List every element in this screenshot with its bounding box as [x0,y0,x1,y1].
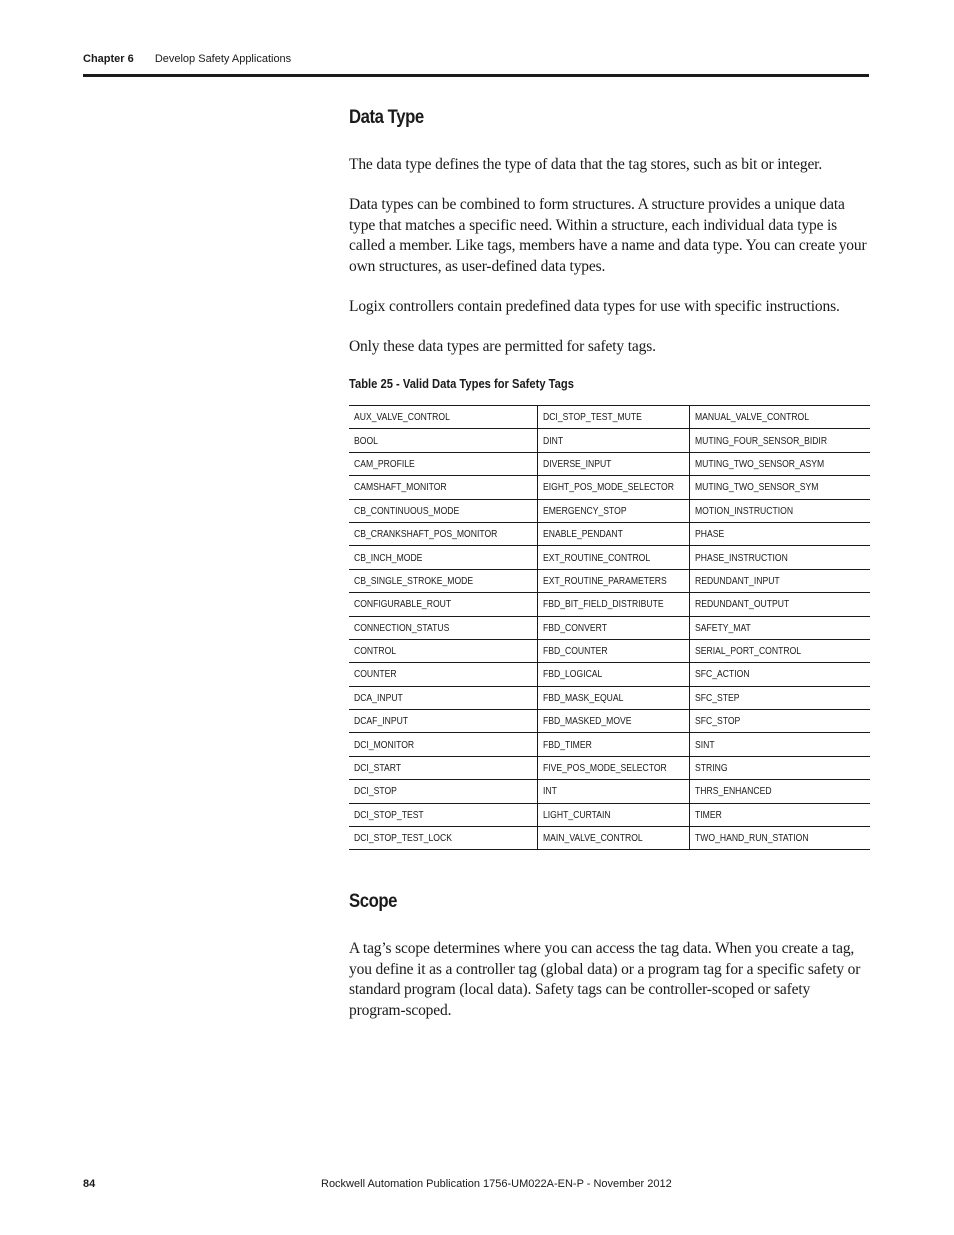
cell-text: FBD_MASKED_MOVE [542,715,632,728]
table-cell [537,522,689,545]
cell-text: PHASE [694,528,724,541]
cell-text: THRS_ENHANCED [694,785,772,798]
cell-text: MANUAL_VALVE_CONTROL [694,411,809,424]
table-cell [537,616,689,639]
chapter-label: Chapter 6 [83,53,134,65]
table-cell [689,780,870,803]
table-cell [349,569,537,592]
cell-text: DCI_MONITOR [354,738,415,751]
table-cell [537,710,689,733]
data-type-heading-wrap [349,107,870,129]
cell-text: CONFIGURABLE_ROUT [354,598,452,611]
table-cell [537,429,689,452]
table-cell [689,686,870,709]
table-cell [689,616,870,639]
table-row [349,569,870,592]
table-row [349,780,870,803]
table-cell [349,780,537,803]
table-cell [537,452,689,475]
table-cell [689,569,870,592]
cell-text: DCI_START [354,762,402,775]
cell-text: DCI_STOP_TEST [354,808,424,821]
table-cell [689,499,870,522]
table-cell [537,593,689,616]
table-cell [689,756,870,779]
cell-text: CONTROL [354,645,397,658]
cell-text: REDUNDANT_OUTPUT [694,598,789,611]
cell-text: FBD_COUNTER [542,645,608,658]
table-cell [689,452,870,475]
cell-text: EXT_ROUTINE_PARAMETERS [542,574,667,587]
paragraph: The data type defines the type of data that the tag stores, such as bit or integer. [349,156,823,173]
publication-info: Rockwell Automation Publication 1756-UM022A-EN-P - November 2012 [321,1178,672,1190]
table-row [349,733,870,756]
cell-text: CONNECTION_STATUS [354,621,450,634]
table-cell [537,639,689,662]
cell-text: SERIAL_PORT_CONTROL [694,645,801,658]
cell-text: MUTING_TWO_SENSOR_ASYM [694,457,824,470]
table-caption-wrap [349,376,870,391]
cell-text: DINT [542,434,563,447]
table-cell [537,686,689,709]
data-type-heading: Data Type [349,107,424,128]
table-cell [349,803,537,826]
cell-text: FBD_LOGICAL [542,668,602,681]
table-cell [689,476,870,499]
table-cell [349,733,537,756]
data-type-para-4 [349,337,870,358]
table-row [349,546,870,569]
cell-text: DCI_STOP [354,785,397,798]
cell-text: DCA_INPUT [354,691,403,704]
cell-text: DCAF_INPUT [354,715,409,728]
table-cell [349,522,537,545]
cell-text: FBD_MASK_EQUAL [542,691,623,704]
cell-text: SINT [694,738,715,751]
table-cell [537,827,689,850]
running-header [83,53,868,65]
table-cell [689,663,870,686]
table-cell [349,686,537,709]
table-row [349,639,870,662]
table-cell [689,733,870,756]
table-cell [349,663,537,686]
table-row [349,406,870,429]
table-cell [689,522,870,545]
cell-text: BOOL [354,434,378,447]
table-cell [689,827,870,850]
table-cell [537,803,689,826]
chapter-title: Develop Safety Applications [154,53,292,65]
table-cell [689,710,870,733]
cell-text: CB_SINGLE_STROKE_MODE [354,574,474,587]
table-cell [349,827,537,850]
table-cell [349,406,537,429]
cell-text: EIGHT_POS_MODE_SELECTOR [542,481,674,494]
table-cell [689,429,870,452]
cell-text: SAFETY_MAT [694,621,751,634]
cell-text: PHASE_INSTRUCTION [694,551,788,564]
table-cell [537,756,689,779]
cell-text: MUTING_FOUR_SENSOR_BIDIR [694,434,827,447]
table-cell [349,756,537,779]
table-cell [537,569,689,592]
table-cell [349,452,537,475]
cell-text: DCI_STOP_TEST_MUTE [542,411,642,424]
table-row [349,452,870,475]
header-rule [83,74,869,77]
cell-text: INT [542,785,557,798]
table-row [349,827,870,850]
cell-text: DCI_STOP_TEST_LOCK [354,832,452,845]
table-row [349,476,870,499]
table-row [349,429,870,452]
cell-text: AUX_VALVE_CONTROL [354,411,450,424]
table-caption: Table 25 - Valid Data Types for Safety Tags [349,376,574,391]
table-cell [689,546,870,569]
table-row [349,686,870,709]
table-cell [537,546,689,569]
table-row [349,803,870,826]
table-cell [689,639,870,662]
table-cell [349,593,537,616]
table-cell [349,476,537,499]
cell-text: COUNTER [354,668,397,681]
data-type-para-3 [349,297,870,318]
cell-text: FIVE_POS_MODE_SELECTOR [542,762,667,775]
cell-text: MAIN_VALVE_CONTROL [542,832,643,845]
cell-text: MUTING_TWO_SENSOR_SYM [694,481,818,494]
table-cell [537,499,689,522]
cell-text: FBD_BIT_FIELD_DISTRIBUTE [542,598,664,611]
cell-text: CB_CONTINUOUS_MODE [354,504,460,517]
scope-paragraph: A tag’s scope determines where you can access the tag data. When you create a tag, you define it as a controller tag (global data) or a program tag for a specific safety or standard program (local data). Safety tags can be controller-scoped or safety program-scoped. [349,940,861,1019]
cell-text: CB_INCH_MODE [354,551,423,564]
cell-text: SFC_STEP [694,691,739,704]
table-cell [349,639,537,662]
table-cell [537,780,689,803]
table-row [349,663,870,686]
table-cell [689,803,870,826]
table-cell [349,710,537,733]
cell-text: TIMER [694,808,722,821]
cell-text: TWO_HAND_RUN_STATION [694,832,809,845]
table-cell [349,546,537,569]
cell-text: FBD_TIMER [542,738,592,751]
cell-text: REDUNDANT_INPUT [694,574,780,587]
paragraph: Data types can be combined to form structures. A structure provides a unique data type that matches a specific need. Within a structure, each individual data type is called a member. Like tags, members have a name and data type. You can create your own structures, as user-defined data types. [349,196,867,275]
cell-text: LIGHT_CURTAIN [542,808,611,821]
cell-text: CB_CRANKSHAFT_POS_MONITOR [354,528,498,541]
data-type-para-2 [349,195,870,277]
cell-text: ENABLE_PENDANT [542,528,623,541]
cell-text: EXT_ROUTINE_CONTROL [542,551,650,564]
valid-data-types-table [349,405,870,850]
scope-heading-wrap [349,891,870,913]
cell-text: CAMSHAFT_MONITOR [354,481,447,494]
table-row [349,756,870,779]
table-cell [537,663,689,686]
scope-para-wrap [349,939,870,1021]
cell-text: FBD_CONVERT [542,621,607,634]
table-row [349,710,870,733]
table-row [349,616,870,639]
cell-text: MOTION_INSTRUCTION [694,504,793,517]
data-type-para-1 [349,155,870,176]
cell-text: EMERGENCY_STOP [542,504,627,517]
cell-text: DIVERSE_INPUT [542,457,611,470]
paragraph: Logix controllers contain predefined data types for use with specific instructions. [349,298,840,315]
table-body [349,406,870,850]
table-cell [349,429,537,452]
cell-text: SFC_STOP [694,715,740,728]
table-cell [689,593,870,616]
paragraph: Only these data types are permitted for safety tags. [349,338,656,355]
table-cell [689,406,870,429]
cell-text: STRING [694,762,728,775]
table-cell [349,616,537,639]
table-cell [349,499,537,522]
cell-text: SFC_ACTION [694,668,750,681]
table-cell [537,733,689,756]
table-row [349,499,870,522]
page-number: 84 [83,1178,96,1190]
table-row [349,522,870,545]
table-cell [537,406,689,429]
cell-text: CAM_PROFILE [354,457,415,470]
scope-heading: Scope [349,891,397,912]
table-cell [537,476,689,499]
table-row [349,593,870,616]
